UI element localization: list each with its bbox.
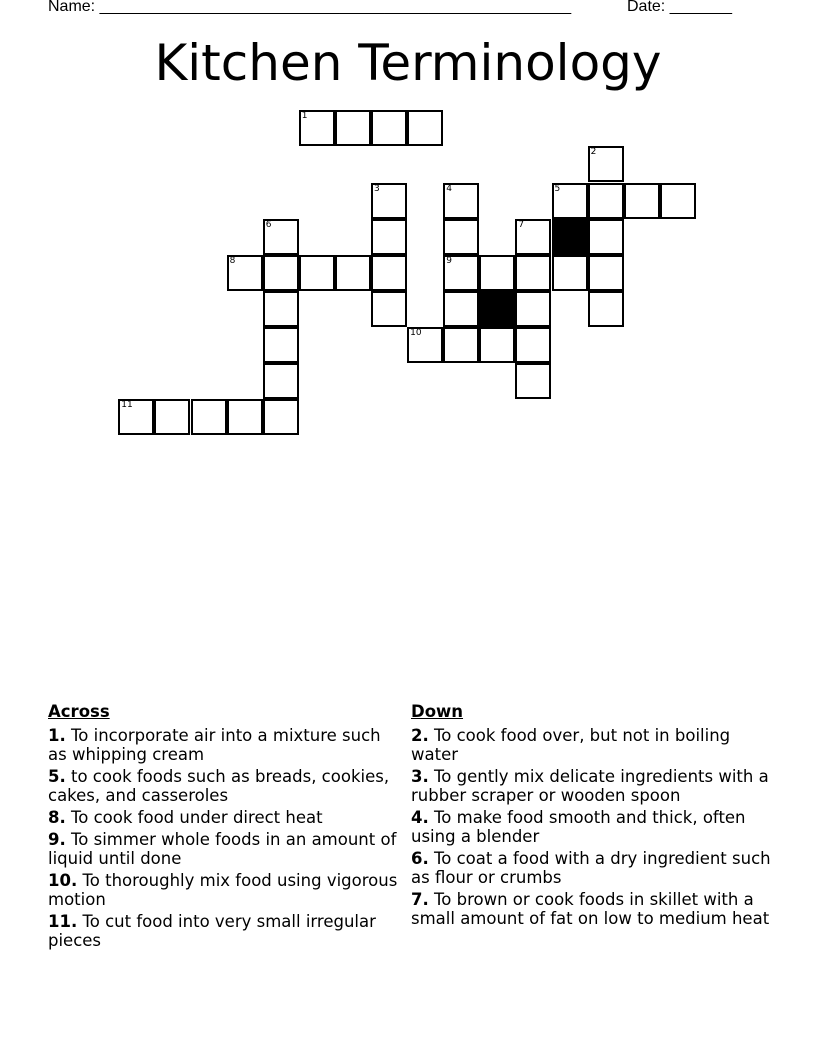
across-heading: Across: [48, 702, 110, 721]
crossword-cell[interactable]: [227, 399, 263, 435]
clue-number-label: 1.: [48, 726, 66, 745]
crossword-cell[interactable]: [263, 219, 299, 255]
down-clues: [411, 702, 771, 931]
clue-number-label: 3.: [411, 767, 429, 786]
clue-number: 7: [518, 219, 525, 230]
across-clue: [48, 830, 398, 868]
crossword-cell[interactable]: [118, 399, 154, 435]
crossword-cell[interactable]: [588, 146, 624, 182]
clue-number: 8: [229, 255, 236, 266]
crossword-cell[interactable]: [154, 399, 190, 435]
across-clue: [48, 767, 398, 805]
clue-number: 11: [121, 400, 133, 411]
crossword-cell[interactable]: [588, 291, 624, 327]
page-title: Kitchen Terminology: [154, 34, 662, 92]
clue-number-label: 11.: [48, 912, 78, 931]
across-clue: [48, 912, 398, 950]
crossword-cell[interactable]: [263, 327, 299, 363]
across-clues: [48, 702, 398, 953]
crossword-cell[interactable]: [299, 255, 335, 291]
crossword-cell[interactable]: [588, 219, 624, 255]
clue-number-label: 2.: [411, 726, 429, 745]
crossword-cell[interactable]: [371, 291, 407, 327]
clue-number-label: 9.: [48, 830, 66, 849]
crossword-cell[interactable]: [263, 255, 299, 291]
down-clue: [411, 890, 771, 928]
crossword-cell[interactable]: [263, 363, 299, 399]
crossword-cell[interactable]: [371, 110, 407, 146]
crossword-black-cell: [552, 219, 588, 255]
clue-number-label: 8.: [48, 808, 66, 827]
clue-number: 2: [590, 147, 597, 158]
crossword-black-cell: [479, 291, 515, 327]
clue-number: 10: [410, 327, 422, 338]
clue-number-label: 10.: [48, 871, 78, 890]
crossword-cell[interactable]: [515, 363, 551, 399]
clue-text: to cook foods such as breads, cookies, cakes, and casseroles: [48, 767, 390, 805]
clue-number: 1: [301, 111, 308, 122]
clue-text: To cook food over, but not in boiling water: [411, 726, 731, 764]
clue-text: To make food smooth and thick, often using a blender: [411, 808, 746, 846]
crossword-cell[interactable]: [660, 183, 696, 219]
clue-text: To thoroughly mix food using vigorous motion: [48, 871, 398, 909]
clue-number: 3: [374, 183, 380, 194]
crossword-cell[interactable]: [479, 327, 515, 363]
crossword-cell[interactable]: [299, 110, 335, 146]
crossword-cell[interactable]: [479, 255, 515, 291]
down-clue: [411, 767, 771, 805]
crossword-cell[interactable]: [371, 255, 407, 291]
clue-text: To simmer whole foods in an amount of liquid until done: [48, 830, 397, 868]
crossword-cell[interactable]: [515, 327, 551, 363]
crossword-cell[interactable]: [443, 327, 479, 363]
across-clue: [48, 808, 398, 827]
crossword-cell[interactable]: [443, 291, 479, 327]
crossword-cell[interactable]: [227, 255, 263, 291]
date-field-label: Date: _______: [627, 0, 732, 15]
across-clue: [48, 726, 398, 764]
clue-number-label: 5.: [48, 767, 66, 786]
crossword-cell[interactable]: [515, 291, 551, 327]
crossword-cell[interactable]: [515, 255, 551, 291]
crossword-cell[interactable]: [443, 183, 479, 219]
crossword-cell[interactable]: [407, 110, 443, 146]
crossword-cell[interactable]: [263, 291, 299, 327]
crossword-cell[interactable]: [263, 399, 299, 435]
crossword-cell[interactable]: [407, 327, 443, 363]
clue-number: 5: [554, 183, 561, 194]
clue-number: 4: [446, 183, 452, 194]
crossword-cell[interactable]: [371, 219, 407, 255]
clue-number: 6: [265, 219, 272, 230]
clue-number: 9: [446, 255, 452, 266]
clue-number-label: 4.: [411, 808, 429, 827]
crossword-cell[interactable]: [335, 255, 371, 291]
crossword-cell[interactable]: [443, 255, 479, 291]
clue-text: To cut food into very small irregular pieces: [48, 912, 376, 950]
clue-text: To gently mix delicate ingredients with a rubber scraper or wooden spoon: [411, 767, 769, 805]
down-clue: [411, 808, 771, 846]
crossword-cell[interactable]: [588, 183, 624, 219]
down-clue: [411, 726, 771, 764]
crossword-cell[interactable]: [552, 255, 588, 291]
clue-number-label: 6.: [411, 849, 429, 868]
crossword-cell[interactable]: [371, 183, 407, 219]
clue-text: To brown or cook foods in skillet with a small amount of fat on low to medium heat: [411, 890, 770, 928]
crossword-cell[interactable]: [588, 255, 624, 291]
clue-text: To coat a food with a dry ingredient such as flour or crumbs: [411, 849, 771, 887]
across-clue: [48, 871, 398, 909]
clue-text: To incorporate air into a mixture such as whipping cream: [48, 726, 381, 764]
crossword-cell[interactable]: [443, 219, 479, 255]
crossword-cell[interactable]: [624, 183, 660, 219]
crossword-cell[interactable]: [552, 183, 588, 219]
crossword-cell[interactable]: [515, 219, 551, 255]
down-heading: Down: [411, 702, 464, 721]
down-clue: [411, 849, 771, 887]
crossword-cell[interactable]: [335, 110, 371, 146]
clue-text: To cook food under direct heat: [71, 808, 323, 827]
clue-number-label: 7.: [411, 890, 429, 909]
name-field-label: Name: _____________________________________________________: [48, 0, 572, 15]
crossword-cell[interactable]: [191, 399, 227, 435]
